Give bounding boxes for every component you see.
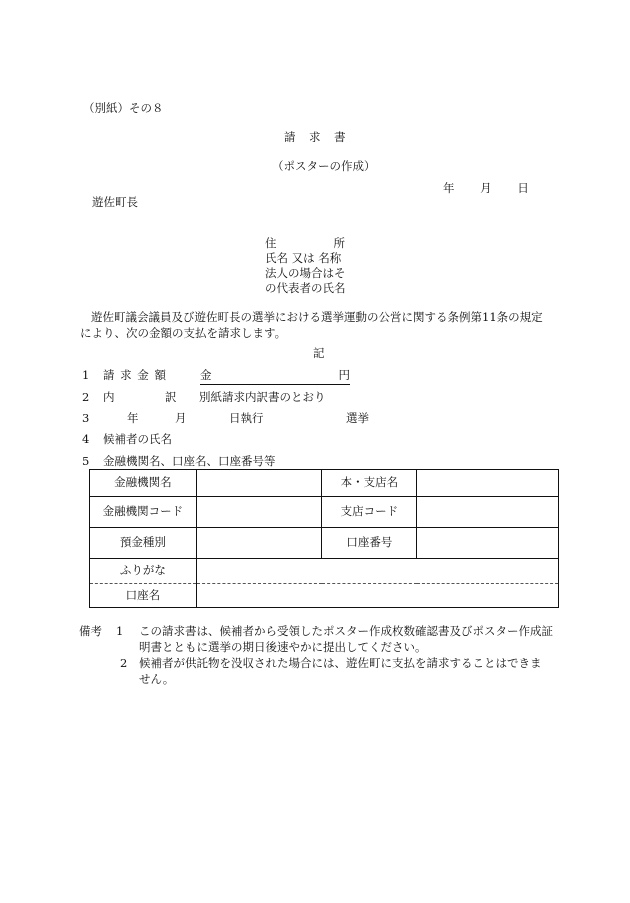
note-1-text-b: 明書とともに選挙の期日後速やかに提出してください。 <box>139 640 427 654</box>
bank-code-label: 金融機関コード <box>90 497 197 528</box>
name-label-line2: 法人の場合はそ <box>265 266 346 280</box>
name-label-line3: の代表者の氏名 <box>265 281 346 295</box>
bank-table-row <box>90 528 559 559</box>
item-5-number: 5 <box>82 454 90 468</box>
account-number-field[interactable] <box>417 528 559 559</box>
annex-label: （別紙）その８ <box>83 101 164 115</box>
note-2 <box>116 655 571 687</box>
document-subtitle: （ポスターの作成） <box>272 159 376 173</box>
date-year-label: 年 <box>443 181 455 195</box>
note-1-text-a: この請求書は、候補者から受領したポスター作成枚数確認書及びポスター作成証 <box>139 624 553 638</box>
item-3-day-exec: 日執行 <box>229 411 264 425</box>
amount-prefix: 金 <box>200 368 212 382</box>
date-month-label: 月 <box>480 181 492 195</box>
document-title: 請 求 書 <box>284 130 347 144</box>
item-3-election: 選挙 <box>346 411 369 425</box>
item-1-label: 請 求 金 額 <box>103 368 166 382</box>
branch-name-label: 本・支店名 <box>322 470 417 497</box>
branch-name-field[interactable] <box>417 470 559 497</box>
furigana-label: ふりがな <box>90 559 197 584</box>
ki-heading: 記 <box>313 346 325 360</box>
bank-code-field[interactable] <box>196 497 322 528</box>
notes-label: 備考 <box>79 624 102 638</box>
amount-suffix: 円 <box>338 368 350 382</box>
item-2-value: 別紙請求内訳書のとおり <box>199 390 326 404</box>
deposit-type-field[interactable] <box>196 528 322 559</box>
item-3-month: 月 <box>175 411 187 425</box>
address-label-right: 所 <box>333 236 345 250</box>
item-4-number: 4 <box>82 432 90 446</box>
address-label <box>265 236 345 251</box>
bank-table-row <box>90 470 559 497</box>
item-3-number: 3 <box>82 411 90 425</box>
address-label-left: 住 <box>265 236 277 250</box>
applicant-block <box>265 236 346 296</box>
note-1 <box>116 623 571 655</box>
item-4-label: 候補者の氏名 <box>103 432 172 446</box>
item-1-number: 1 <box>82 368 90 382</box>
item-2-label-a: 内 <box>103 390 115 404</box>
date-day-label: 日 <box>517 181 529 195</box>
bank-table-row <box>90 497 559 528</box>
account-number-label: 口座番号 <box>322 528 417 559</box>
branch-code-field[interactable] <box>417 497 559 528</box>
bank-account-table <box>89 469 559 608</box>
note-2-line-a <box>116 655 571 671</box>
bank-table-row <box>90 559 559 584</box>
item-2-number: 2 <box>82 390 90 404</box>
note-1-number: 1 <box>116 624 124 638</box>
bank-name-label: 金融機関名 <box>90 470 197 497</box>
name-label-line1: 氏名 又は 名称 <box>265 251 342 265</box>
branch-code-label: 支店コード <box>322 497 417 528</box>
claim-amount-line <box>200 370 350 385</box>
account-name-field[interactable] <box>196 584 558 608</box>
bank-table-row <box>90 584 559 608</box>
date-line <box>443 183 529 195</box>
account-name-label: 口座名 <box>90 584 197 608</box>
item-5-label: 金融機関名、口座名、口座番号等 <box>103 454 276 468</box>
note-2-text-a: 候補者が供託物を没収された場合には、遊佐町に支払を請求することはできま <box>138 656 542 670</box>
bank-name-field[interactable] <box>196 470 322 497</box>
request-body-text: 遊佐町議会議員及び遊佐町長の選挙における選挙運動の公営に関する条例第11条の規定により、次の金額の支払を請求します。 <box>80 310 543 340</box>
note-2-text-b: せん。 <box>139 672 175 686</box>
note-2-number: 2 <box>120 656 128 670</box>
item-2-label-b: 訳 <box>165 390 177 404</box>
deposit-type-label: 預金種別 <box>90 528 197 559</box>
furigana-field[interactable] <box>196 559 558 584</box>
item-3-year: 年 <box>127 411 139 425</box>
addressee: 遊佐町長 <box>92 195 138 209</box>
